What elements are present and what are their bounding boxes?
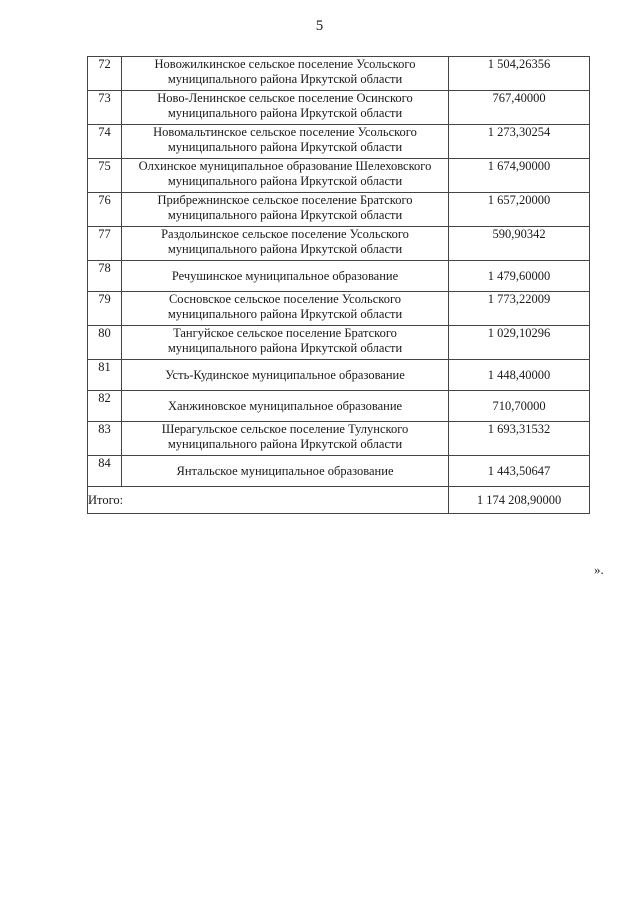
table-row [88, 193, 590, 227]
row-number: 74 [88, 125, 122, 159]
row-number: 82 [88, 391, 122, 422]
municipality-name-line: муниципального района Иркутской области [167, 106, 403, 120]
municipality-name [122, 292, 449, 326]
amount: 1 773,22009 [449, 292, 590, 326]
row-number: 72 [88, 57, 122, 91]
municipality-name-line: Раздольинское сельское поселение Усольского [161, 227, 409, 241]
table-row [88, 261, 590, 292]
municipality-name [122, 456, 449, 487]
municipality-name-line: Речушинское муниципальное образование [171, 268, 399, 283]
municipality-name-line: муниципального района Иркутской области [167, 140, 403, 154]
table-row [88, 57, 590, 91]
amount: 767,40000 [449, 91, 590, 125]
table-row [88, 159, 590, 193]
table-row [88, 422, 590, 456]
row-number: 80 [88, 326, 122, 360]
municipality-name [122, 261, 449, 292]
municipality-name-line: Тангуйское сельское поселение Братского [173, 326, 397, 340]
table-body [88, 57, 590, 487]
amount: 1 657,20000 [449, 193, 590, 227]
amount: 1 479,60000 [449, 261, 590, 292]
municipality-name [122, 193, 449, 227]
municipality-name-line: Новомальтинское сельское поселение Усольского [153, 125, 417, 139]
total-label: Итого: [88, 487, 449, 514]
municipality-name [122, 125, 449, 159]
row-number: 79 [88, 292, 122, 326]
amount: 1 029,10296 [449, 326, 590, 360]
municipality-name-line: муниципального района Иркутской области [167, 174, 403, 188]
table-row [88, 326, 590, 360]
row-number: 81 [88, 360, 122, 391]
amount: 590,90342 [449, 227, 590, 261]
municipality-name-line: Янтальское муниципальное образование [176, 463, 394, 478]
total-amount: 1 174 208,90000 [449, 487, 590, 514]
municipality-name [122, 159, 449, 193]
municipality-name-line: Олхинское муниципальное образование Шелеховского [138, 159, 432, 173]
row-number: 84 [88, 456, 122, 487]
amount: 1 448,40000 [449, 360, 590, 391]
municipality-name-line: Шерагульское сельское поселение Тулунского [161, 422, 409, 436]
table-row [88, 292, 590, 326]
municipality-name-line: Новожилкинское сельское поселение Усольского [154, 57, 416, 71]
municipality-name-line: Сосновское сельское поселение Усольского [168, 292, 402, 306]
municipality-name [122, 422, 449, 456]
amount: 1 674,90000 [449, 159, 590, 193]
municipality-name-line: муниципального района Иркутской области [167, 341, 403, 355]
municipality-name [122, 391, 449, 422]
row-number: 75 [88, 159, 122, 193]
table-row [88, 227, 590, 261]
municipality-name-line: муниципального района Иркутской области [167, 437, 403, 451]
municipality-name [122, 326, 449, 360]
row-number: 78 [88, 261, 122, 292]
row-number: 83 [88, 422, 122, 456]
table-row [88, 391, 590, 422]
table-row [88, 91, 590, 125]
municipality-name-line: муниципального района Иркутской области [167, 242, 403, 256]
municipality-name-line: муниципального района Иркутской области [167, 72, 403, 86]
allocation-table [87, 56, 590, 514]
row-number: 73 [88, 91, 122, 125]
page-number: 5 [315, 18, 324, 34]
table-row [88, 125, 590, 159]
amount: 1 693,31532 [449, 422, 590, 456]
amount: 1 443,50647 [449, 456, 590, 487]
municipality-name-line: Усть-Кудинское муниципальное образование [165, 367, 405, 382]
row-number: 76 [88, 193, 122, 227]
municipality-name [122, 91, 449, 125]
municipality-name-line: Ново-Ленинское сельское поселение Осинского [157, 91, 413, 105]
amount: 710,70000 [449, 391, 590, 422]
row-number: 77 [88, 227, 122, 261]
table-row [88, 360, 590, 391]
municipality-name-line: муниципального района Иркутской области [167, 208, 403, 222]
table-row [88, 456, 590, 487]
municipality-name-line: муниципального района Иркутской области [167, 307, 403, 321]
amount: 1 504,26356 [449, 57, 590, 91]
total-row [88, 487, 590, 514]
closing-quote: ». [594, 562, 604, 577]
municipality-name-line: Ханжиновское муниципальное образование [167, 398, 403, 413]
amount: 1 273,30254 [449, 125, 590, 159]
municipality-name [122, 360, 449, 391]
municipality-name-line: Прибрежнинское сельское поселение Братского [157, 193, 413, 207]
municipality-name [122, 57, 449, 91]
municipality-name [122, 227, 449, 261]
